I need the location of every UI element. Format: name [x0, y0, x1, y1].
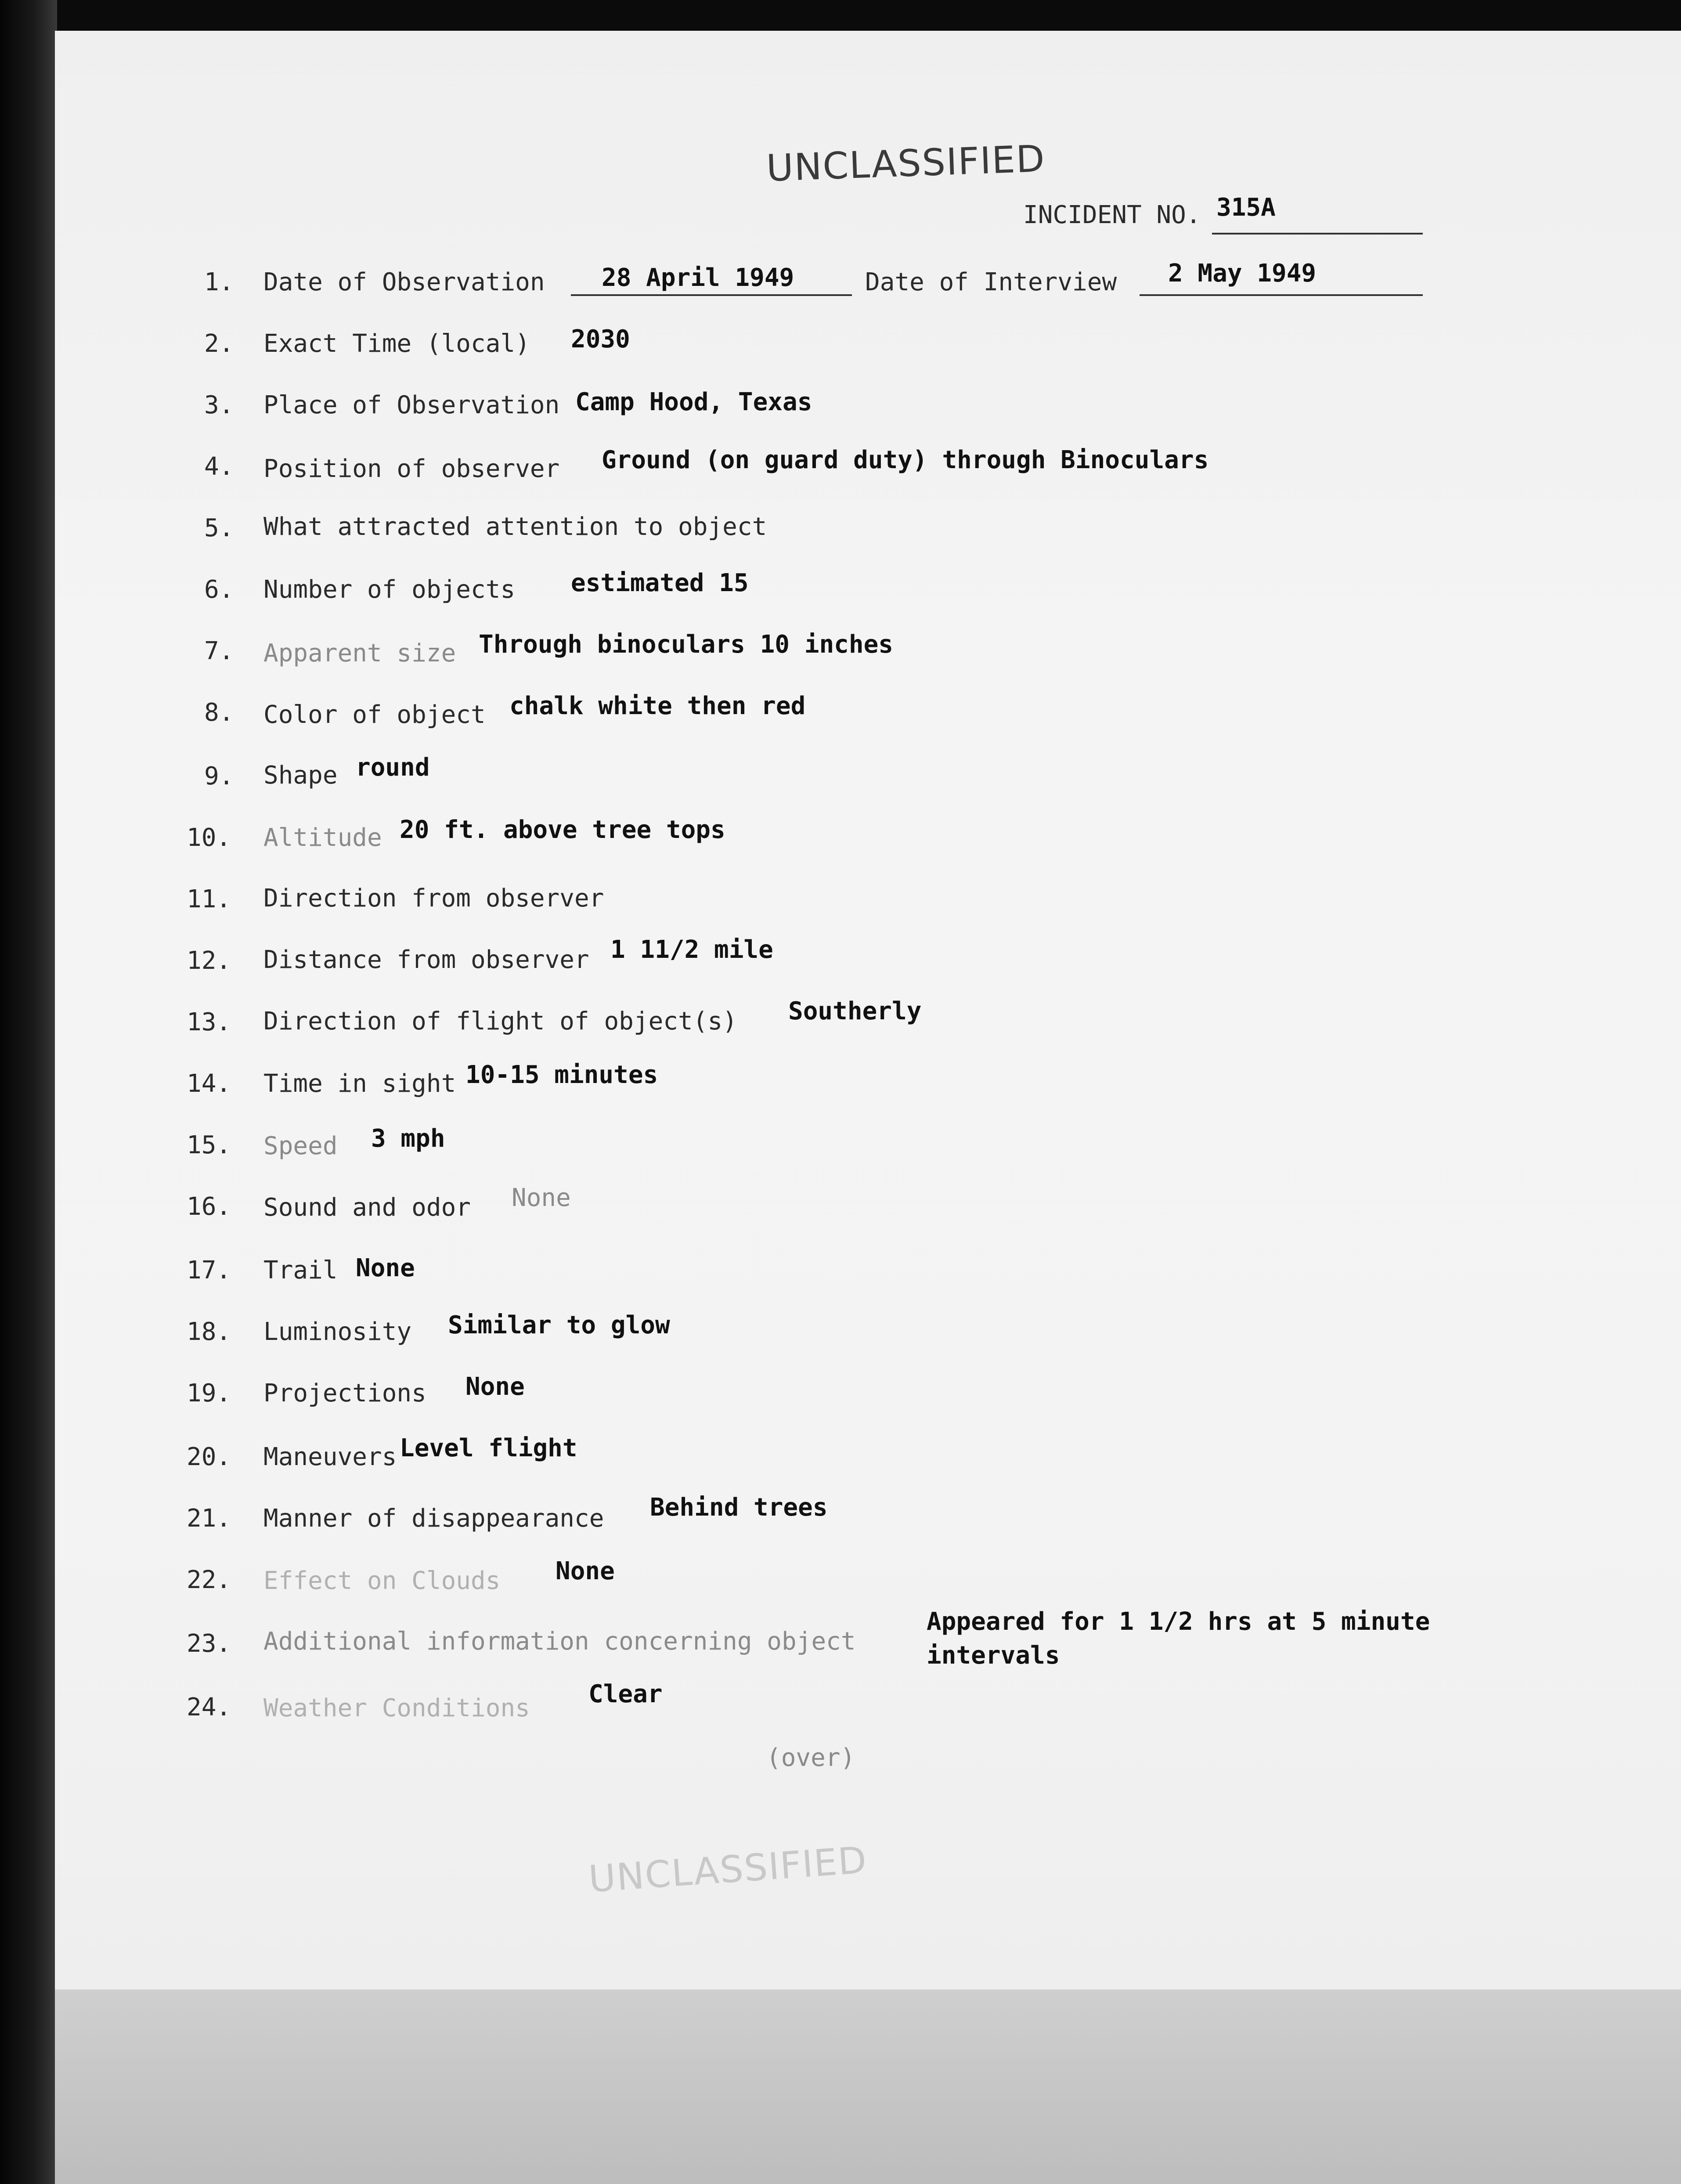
scan-edge-shadow	[0, 0, 57, 2184]
item-label: Distance from observer	[263, 946, 589, 974]
item-number: 3.	[204, 391, 234, 419]
item-value: Appeared for 1 1/2 hrs at 5 minute	[927, 1607, 1430, 1636]
item-number: 11.	[187, 885, 231, 913]
item-number: 5.	[204, 514, 234, 542]
item-value-continued: intervals	[927, 1641, 1060, 1670]
incident-number: 315A	[1216, 193, 1276, 222]
item-number: 7.	[204, 637, 234, 665]
item-number: 9.	[204, 762, 234, 791]
item-number: 24.	[187, 1693, 231, 1722]
item-value: 20 ft. above tree tops	[400, 816, 725, 844]
item-label: Effect on Clouds	[263, 1567, 501, 1595]
item-value: None	[556, 1557, 615, 1585]
item-value: Behind trees	[650, 1493, 828, 1522]
item-number: 17.	[187, 1256, 231, 1285]
item-value: None	[356, 1254, 415, 1282]
observation-date-underline	[571, 294, 852, 296]
item-label: Projections	[263, 1379, 426, 1408]
item-value: Southerly	[788, 997, 922, 1025]
item-label: Date of Observation	[263, 268, 545, 296]
item-number: 1.	[204, 268, 234, 296]
item-value: None	[512, 1184, 571, 1212]
item-label: Additional information concerning object	[263, 1627, 856, 1656]
item-number: 23.	[187, 1629, 231, 1658]
scan-bottom-band	[55, 1989, 1681, 2184]
item-value: 2030	[571, 325, 630, 354]
classification-stamp-top: UNCLASSIFIED	[765, 137, 1046, 190]
item-value: Through binoculars 10 inches	[479, 630, 894, 659]
item-value: None	[465, 1372, 525, 1401]
item-number: 15.	[187, 1131, 231, 1159]
item-label: Place of Observation	[263, 391, 560, 419]
item-number: 19.	[187, 1379, 231, 1408]
classification-stamp-bottom: UNCLASSIFIED	[587, 1838, 869, 1901]
item-value: estimated 15	[571, 569, 749, 597]
item-label: Trail	[263, 1256, 338, 1285]
interview-date-underline	[1140, 294, 1423, 296]
interview-value: 2 May 1949	[1168, 259, 1317, 288]
item-label: Shape	[263, 761, 338, 790]
item-number: 12.	[187, 946, 231, 975]
item-number: 16.	[187, 1192, 231, 1221]
item-number: 4.	[204, 452, 234, 481]
item-label: Apparent size	[263, 639, 456, 668]
item-label: Exact Time (local)	[263, 329, 530, 358]
item-value: 3 mph	[371, 1124, 445, 1153]
item-value: round	[356, 753, 430, 782]
item-value: Level flight	[400, 1434, 577, 1462]
item-number: 21.	[187, 1504, 231, 1533]
item-label: Direction from observer	[263, 884, 604, 913]
interview-label: Date of Interview	[865, 268, 1117, 296]
item-label: Color of object	[263, 700, 486, 729]
item-label: What attracted attention to object	[263, 513, 767, 541]
item-value: 1 11/2 mile	[610, 935, 773, 964]
item-number: 14.	[187, 1069, 231, 1098]
item-number: 2.	[204, 329, 234, 358]
item-number: 20.	[187, 1443, 231, 1471]
item-label: Altitude	[263, 823, 382, 852]
item-label: Direction of flight of object(s)	[263, 1007, 737, 1036]
item-label: Number of objects	[263, 575, 516, 604]
incident-underline	[1212, 233, 1423, 235]
item-value: 28 April 1949	[602, 264, 794, 292]
item-label: Manner of disappearance	[263, 1504, 604, 1533]
item-label: Sound and odor	[263, 1193, 471, 1222]
item-label: Speed	[263, 1132, 338, 1160]
item-value: 10-15 minutes	[465, 1061, 658, 1089]
item-number: 10.	[187, 823, 231, 852]
incident-label: INCIDENT NO.	[1023, 201, 1201, 229]
item-label: Weather Conditions	[263, 1694, 530, 1722]
item-number: 22.	[187, 1566, 231, 1594]
item-value: Similar to glow	[448, 1311, 670, 1339]
item-label: Luminosity	[263, 1318, 412, 1346]
over-note: (over)	[766, 1744, 855, 1772]
item-number: 18.	[187, 1318, 231, 1346]
item-number: 13.	[187, 1008, 231, 1036]
item-label: Time in sight	[263, 1069, 456, 1098]
item-value: Ground (on guard duty) through Binoculars	[602, 446, 1209, 474]
item-value: Clear	[588, 1680, 663, 1708]
item-number: 8.	[204, 698, 234, 727]
item-value: chalk white then red	[509, 692, 806, 720]
item-label: Position of observer	[263, 455, 560, 483]
item-number: 6.	[204, 575, 234, 604]
item-value: Camp Hood, Texas	[575, 388, 812, 416]
item-label: Maneuvers	[263, 1443, 397, 1471]
